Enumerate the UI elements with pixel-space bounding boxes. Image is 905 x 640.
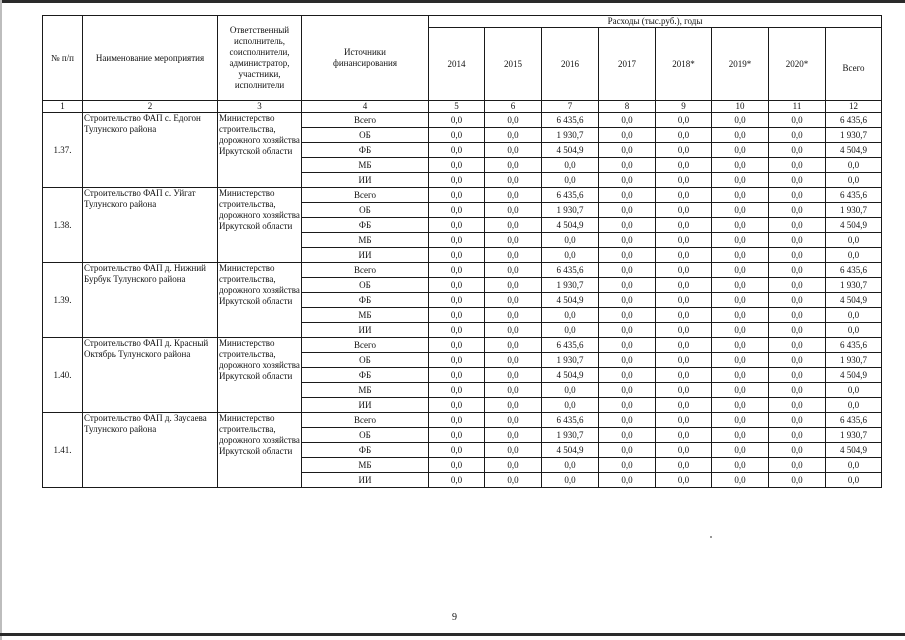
header-total: Всего: [826, 28, 882, 101]
column-number: 11: [769, 101, 826, 113]
year-value: 0,0: [429, 158, 485, 173]
total-value: 0,0: [826, 248, 882, 263]
year-value: 0,0: [599, 143, 656, 158]
year-value: 0,0: [485, 353, 542, 368]
year-value: 0,0: [542, 398, 599, 413]
year-value: 0,0: [599, 113, 656, 128]
funding-source: ОБ: [302, 128, 429, 143]
header-year: 2015: [485, 28, 542, 101]
funding-source: ФБ: [302, 143, 429, 158]
year-value: 0,0: [429, 353, 485, 368]
funding-source: ИИ: [302, 248, 429, 263]
header-year: 2016: [542, 28, 599, 101]
column-number: 12: [826, 101, 882, 113]
year-value: 0,0: [599, 413, 656, 428]
year-value: 0,0: [769, 413, 826, 428]
year-value: 0,0: [656, 143, 712, 158]
year-value: 0,0: [599, 203, 656, 218]
year-value: 0,0: [656, 128, 712, 143]
year-value: 0,0: [712, 413, 769, 428]
year-value: 0,0: [712, 173, 769, 188]
header-year: 2020*: [769, 28, 826, 101]
year-value: 0,0: [429, 233, 485, 248]
year-value: 0,0: [769, 428, 826, 443]
funding-source: ИИ: [302, 473, 429, 488]
year-value: 0,0: [656, 338, 712, 353]
total-value: 0,0: [826, 398, 882, 413]
year-value: 0,0: [656, 458, 712, 473]
event-name: Строительство ФАП д. Красный Октябрь Тулунского района: [83, 338, 218, 413]
year-value: 0,0: [542, 173, 599, 188]
year-value: 0,0: [712, 473, 769, 488]
total-value: 4 504,9: [826, 443, 882, 458]
total-value: 0,0: [826, 323, 882, 338]
funding-source: ИИ: [302, 398, 429, 413]
total-value: 1 930,7: [826, 203, 882, 218]
year-value: 0,0: [599, 188, 656, 203]
column-number: 8: [599, 101, 656, 113]
year-value: 0,0: [599, 368, 656, 383]
year-value: 0,0: [656, 233, 712, 248]
year-value: 0,0: [429, 188, 485, 203]
year-value: 0,0: [712, 113, 769, 128]
funding-source: МБ: [302, 158, 429, 173]
column-number: 4: [302, 101, 429, 113]
total-value: 4 504,9: [826, 143, 882, 158]
year-value: 0,0: [656, 443, 712, 458]
year-value: 0,0: [542, 233, 599, 248]
year-value: 0,0: [712, 188, 769, 203]
year-value: 0,0: [542, 383, 599, 398]
funding-source: ОБ: [302, 353, 429, 368]
event-number: 1.39.: [43, 263, 83, 338]
year-value: 0,0: [599, 158, 656, 173]
year-value: 0,0: [599, 338, 656, 353]
year-value: 0,0: [599, 323, 656, 338]
year-value: 0,0: [769, 443, 826, 458]
total-value: 4 504,9: [826, 368, 882, 383]
year-value: 0,0: [485, 323, 542, 338]
column-numbers-row: [43, 101, 882, 113]
year-value: 0,0: [429, 128, 485, 143]
year-value: 6 435,6: [542, 263, 599, 278]
funding-source: Всего: [302, 263, 429, 278]
responsible-executor: Министерство строительства, дорожного хозяйства Иркутской области: [218, 263, 302, 338]
year-value: 0,0: [429, 323, 485, 338]
table-row: [43, 188, 882, 203]
year-value: 0,0: [599, 428, 656, 443]
year-value: 0,0: [656, 413, 712, 428]
year-value: 0,0: [429, 428, 485, 443]
year-value: 0,0: [656, 218, 712, 233]
year-value: 0,0: [769, 353, 826, 368]
event-number: 1.40.: [43, 338, 83, 413]
year-value: 0,0: [485, 113, 542, 128]
funding-source: МБ: [302, 233, 429, 248]
year-value: 0,0: [769, 383, 826, 398]
header-responsible: Ответственный исполнитель, соисполнители, администратор, участники, исполнители: [218, 16, 302, 101]
year-value: 0,0: [712, 233, 769, 248]
year-value: 1 930,7: [542, 203, 599, 218]
year-value: 0,0: [712, 218, 769, 233]
year-value: 0,0: [485, 188, 542, 203]
year-value: 0,0: [656, 308, 712, 323]
event-number: 1.38.: [43, 188, 83, 263]
scan-bottom-border: [0, 633, 905, 636]
total-value: 6 435,6: [826, 263, 882, 278]
funding-source: ФБ: [302, 293, 429, 308]
event-name: Строительство ФАП с. Едогон Тулунского района: [83, 113, 218, 188]
funding-source: ФБ: [302, 443, 429, 458]
year-value: 0,0: [712, 128, 769, 143]
year-value: 0,0: [485, 398, 542, 413]
event-number: 1.41.: [43, 413, 83, 488]
funding-source: МБ: [302, 383, 429, 398]
header-year: 2018*: [656, 28, 712, 101]
year-value: 0,0: [769, 143, 826, 158]
year-value: 0,0: [599, 233, 656, 248]
year-value: 0,0: [599, 443, 656, 458]
header-year: 2017: [599, 28, 656, 101]
header-year: 2014: [429, 28, 485, 101]
column-number: 9: [656, 101, 712, 113]
year-value: 0,0: [599, 293, 656, 308]
year-value: 0,0: [542, 158, 599, 173]
year-value: 0,0: [485, 368, 542, 383]
total-value: 4 504,9: [826, 293, 882, 308]
total-value: 6 435,6: [826, 113, 882, 128]
year-value: 0,0: [656, 383, 712, 398]
year-value: 0,0: [656, 278, 712, 293]
year-value: 0,0: [485, 413, 542, 428]
header-num: № п/п: [43, 16, 83, 101]
year-value: 0,0: [485, 248, 542, 263]
funding-source: МБ: [302, 458, 429, 473]
year-value: 0,0: [712, 293, 769, 308]
year-value: 0,0: [429, 473, 485, 488]
funding-source: ИИ: [302, 173, 429, 188]
year-value: 4 504,9: [542, 443, 599, 458]
column-number: 3: [218, 101, 302, 113]
year-value: 0,0: [656, 173, 712, 188]
year-value: 0,0: [656, 158, 712, 173]
year-value: 0,0: [656, 188, 712, 203]
year-value: 0,0: [769, 263, 826, 278]
year-value: 0,0: [769, 308, 826, 323]
year-value: 0,0: [769, 248, 826, 263]
year-value: 0,0: [429, 218, 485, 233]
year-value: 0,0: [485, 278, 542, 293]
event-name: Строительство ФАП д. Нижний Бурбук Тулунского района: [83, 263, 218, 338]
year-value: 0,0: [712, 263, 769, 278]
year-value: 4 504,9: [542, 293, 599, 308]
total-value: 6 435,6: [826, 413, 882, 428]
year-value: 0,0: [485, 158, 542, 173]
column-number: 6: [485, 101, 542, 113]
year-value: 1 930,7: [542, 278, 599, 293]
year-value: 0,0: [485, 293, 542, 308]
year-value: 0,0: [599, 458, 656, 473]
scan-left-edge: [0, 0, 2, 640]
page-number: 9: [452, 612, 457, 623]
year-value: 0,0: [656, 248, 712, 263]
year-value: 0,0: [712, 443, 769, 458]
year-value: 0,0: [712, 353, 769, 368]
year-value: 0,0: [485, 473, 542, 488]
funding-source: Всего: [302, 338, 429, 353]
year-value: 0,0: [656, 293, 712, 308]
responsible-executor: Министерство строительства, дорожного хозяйства Иркутской области: [218, 113, 302, 188]
year-value: 0,0: [769, 458, 826, 473]
total-value: 1 930,7: [826, 128, 882, 143]
total-value: 0,0: [826, 458, 882, 473]
year-value: 0,0: [599, 353, 656, 368]
total-value: 0,0: [826, 233, 882, 248]
year-value: 1 930,7: [542, 128, 599, 143]
year-value: 0,0: [769, 368, 826, 383]
responsible-executor: Министерство строительства, дорожного хозяйства Иркутской области: [218, 188, 302, 263]
year-value: 1 930,7: [542, 428, 599, 443]
column-number: 7: [542, 101, 599, 113]
year-value: 0,0: [429, 308, 485, 323]
year-value: 0,0: [656, 263, 712, 278]
year-value: 0,0: [485, 458, 542, 473]
year-value: 4 504,9: [542, 218, 599, 233]
column-number: 2: [83, 101, 218, 113]
year-value: 0,0: [712, 458, 769, 473]
funding-source: Всего: [302, 188, 429, 203]
year-value: 0,0: [429, 203, 485, 218]
year-value: 4 504,9: [542, 368, 599, 383]
year-value: 0,0: [429, 173, 485, 188]
header-year: 2019*: [712, 28, 769, 101]
year-value: 0,0: [429, 263, 485, 278]
event-name: Строительство ФАП д. Заусаева Тулунского района: [83, 413, 218, 488]
year-value: 0,0: [599, 383, 656, 398]
year-value: 0,0: [712, 143, 769, 158]
year-value: 0,0: [712, 323, 769, 338]
year-value: 0,0: [769, 278, 826, 293]
table-row: [43, 413, 882, 428]
year-value: 0,0: [656, 113, 712, 128]
year-value: 0,0: [769, 128, 826, 143]
year-value: 0,0: [656, 353, 712, 368]
year-value: 0,0: [429, 383, 485, 398]
year-value: 0,0: [429, 338, 485, 353]
table-row: [43, 113, 882, 128]
column-number: 1: [43, 101, 83, 113]
year-value: 0,0: [429, 443, 485, 458]
year-value: 0,0: [542, 308, 599, 323]
header-sources: Источники финансирования: [302, 16, 429, 101]
year-value: 0,0: [769, 188, 826, 203]
year-value: 0,0: [712, 203, 769, 218]
year-value: 0,0: [429, 113, 485, 128]
funding-source: ОБ: [302, 428, 429, 443]
table-row: [43, 263, 882, 278]
year-value: 0,0: [769, 338, 826, 353]
year-value: 0,0: [599, 278, 656, 293]
funding-source: МБ: [302, 308, 429, 323]
table-body: [43, 113, 882, 488]
funding-source: Всего: [302, 113, 429, 128]
year-value: 0,0: [599, 473, 656, 488]
year-value: 0,0: [542, 473, 599, 488]
responsible-executor: Министерство строительства, дорожного хозяйства Иркутской области: [218, 338, 302, 413]
year-value: 0,0: [599, 398, 656, 413]
year-value: 0,0: [656, 368, 712, 383]
year-value: 0,0: [769, 473, 826, 488]
year-value: 0,0: [769, 293, 826, 308]
year-value: 0,0: [485, 383, 542, 398]
year-value: 0,0: [769, 173, 826, 188]
year-value: 0,0: [429, 458, 485, 473]
event-name: Строительство ФАП с. Уйгат Тулунского района: [83, 188, 218, 263]
year-value: 0,0: [712, 338, 769, 353]
total-value: 0,0: [826, 383, 882, 398]
year-value: 0,0: [712, 158, 769, 173]
funding-source: Всего: [302, 413, 429, 428]
year-value: 0,0: [599, 218, 656, 233]
year-value: 0,0: [542, 248, 599, 263]
total-value: 0,0: [826, 473, 882, 488]
year-value: 0,0: [769, 398, 826, 413]
total-value: 0,0: [826, 158, 882, 173]
year-value: 0,0: [485, 128, 542, 143]
event-number: 1.37.: [43, 113, 83, 188]
year-value: 0,0: [656, 398, 712, 413]
total-value: 6 435,6: [826, 188, 882, 203]
year-value: 0,0: [485, 218, 542, 233]
funding-source: ОБ: [302, 203, 429, 218]
year-value: 0,0: [485, 143, 542, 158]
scan-speck: [710, 536, 712, 538]
year-value: 6 435,6: [542, 413, 599, 428]
year-value: 6 435,6: [542, 338, 599, 353]
total-value: 0,0: [826, 173, 882, 188]
year-value: 0,0: [542, 323, 599, 338]
year-value: 0,0: [485, 173, 542, 188]
funding-source: ФБ: [302, 218, 429, 233]
year-value: 0,0: [656, 428, 712, 443]
year-value: 0,0: [769, 323, 826, 338]
header-expenses: Расходы (тыс.руб.), годы: [429, 16, 882, 28]
total-value: 0,0: [826, 308, 882, 323]
year-value: 0,0: [769, 203, 826, 218]
year-value: 0,0: [712, 428, 769, 443]
year-value: 0,0: [542, 458, 599, 473]
year-value: 4 504,9: [542, 143, 599, 158]
total-value: 1 930,7: [826, 353, 882, 368]
year-value: 6 435,6: [542, 113, 599, 128]
year-value: 0,0: [485, 233, 542, 248]
year-value: 0,0: [769, 218, 826, 233]
year-value: 0,0: [712, 308, 769, 323]
year-value: 0,0: [485, 263, 542, 278]
year-value: 0,0: [599, 263, 656, 278]
year-value: 0,0: [712, 383, 769, 398]
year-value: 0,0: [429, 293, 485, 308]
year-value: 0,0: [656, 203, 712, 218]
scan-top-border: [0, 0, 905, 3]
year-value: 0,0: [712, 248, 769, 263]
total-value: 1 930,7: [826, 278, 882, 293]
year-value: 6 435,6: [542, 188, 599, 203]
year-value: 0,0: [485, 203, 542, 218]
year-value: 0,0: [769, 233, 826, 248]
total-value: 1 930,7: [826, 428, 882, 443]
year-value: 0,0: [429, 413, 485, 428]
year-value: 0,0: [599, 173, 656, 188]
expenses-table: [42, 15, 882, 488]
year-value: 0,0: [429, 368, 485, 383]
year-value: 0,0: [769, 113, 826, 128]
year-value: 0,0: [712, 368, 769, 383]
year-value: 0,0: [656, 323, 712, 338]
funding-source: ИИ: [302, 323, 429, 338]
year-value: 0,0: [485, 428, 542, 443]
year-value: 0,0: [712, 278, 769, 293]
year-value: 0,0: [656, 473, 712, 488]
total-value: 4 504,9: [826, 218, 882, 233]
year-value: 0,0: [485, 338, 542, 353]
year-value: 0,0: [599, 248, 656, 263]
year-value: 0,0: [429, 278, 485, 293]
header-event-name: Наименование мероприятия: [83, 16, 218, 101]
year-value: 0,0: [769, 158, 826, 173]
year-value: 0,0: [429, 398, 485, 413]
column-number: 10: [712, 101, 769, 113]
year-value: 0,0: [429, 143, 485, 158]
year-value: 0,0: [485, 443, 542, 458]
year-value: 0,0: [599, 128, 656, 143]
year-value: 1 930,7: [542, 353, 599, 368]
year-value: 0,0: [485, 308, 542, 323]
year-value: 0,0: [429, 248, 485, 263]
table-row: [43, 338, 882, 353]
year-value: 0,0: [712, 398, 769, 413]
responsible-executor: Министерство строительства, дорожного хозяйства Иркутской области: [218, 413, 302, 488]
funding-source: ФБ: [302, 368, 429, 383]
year-value: 0,0: [599, 308, 656, 323]
total-value: 6 435,6: [826, 338, 882, 353]
funding-source: ОБ: [302, 278, 429, 293]
column-number: 5: [429, 101, 485, 113]
